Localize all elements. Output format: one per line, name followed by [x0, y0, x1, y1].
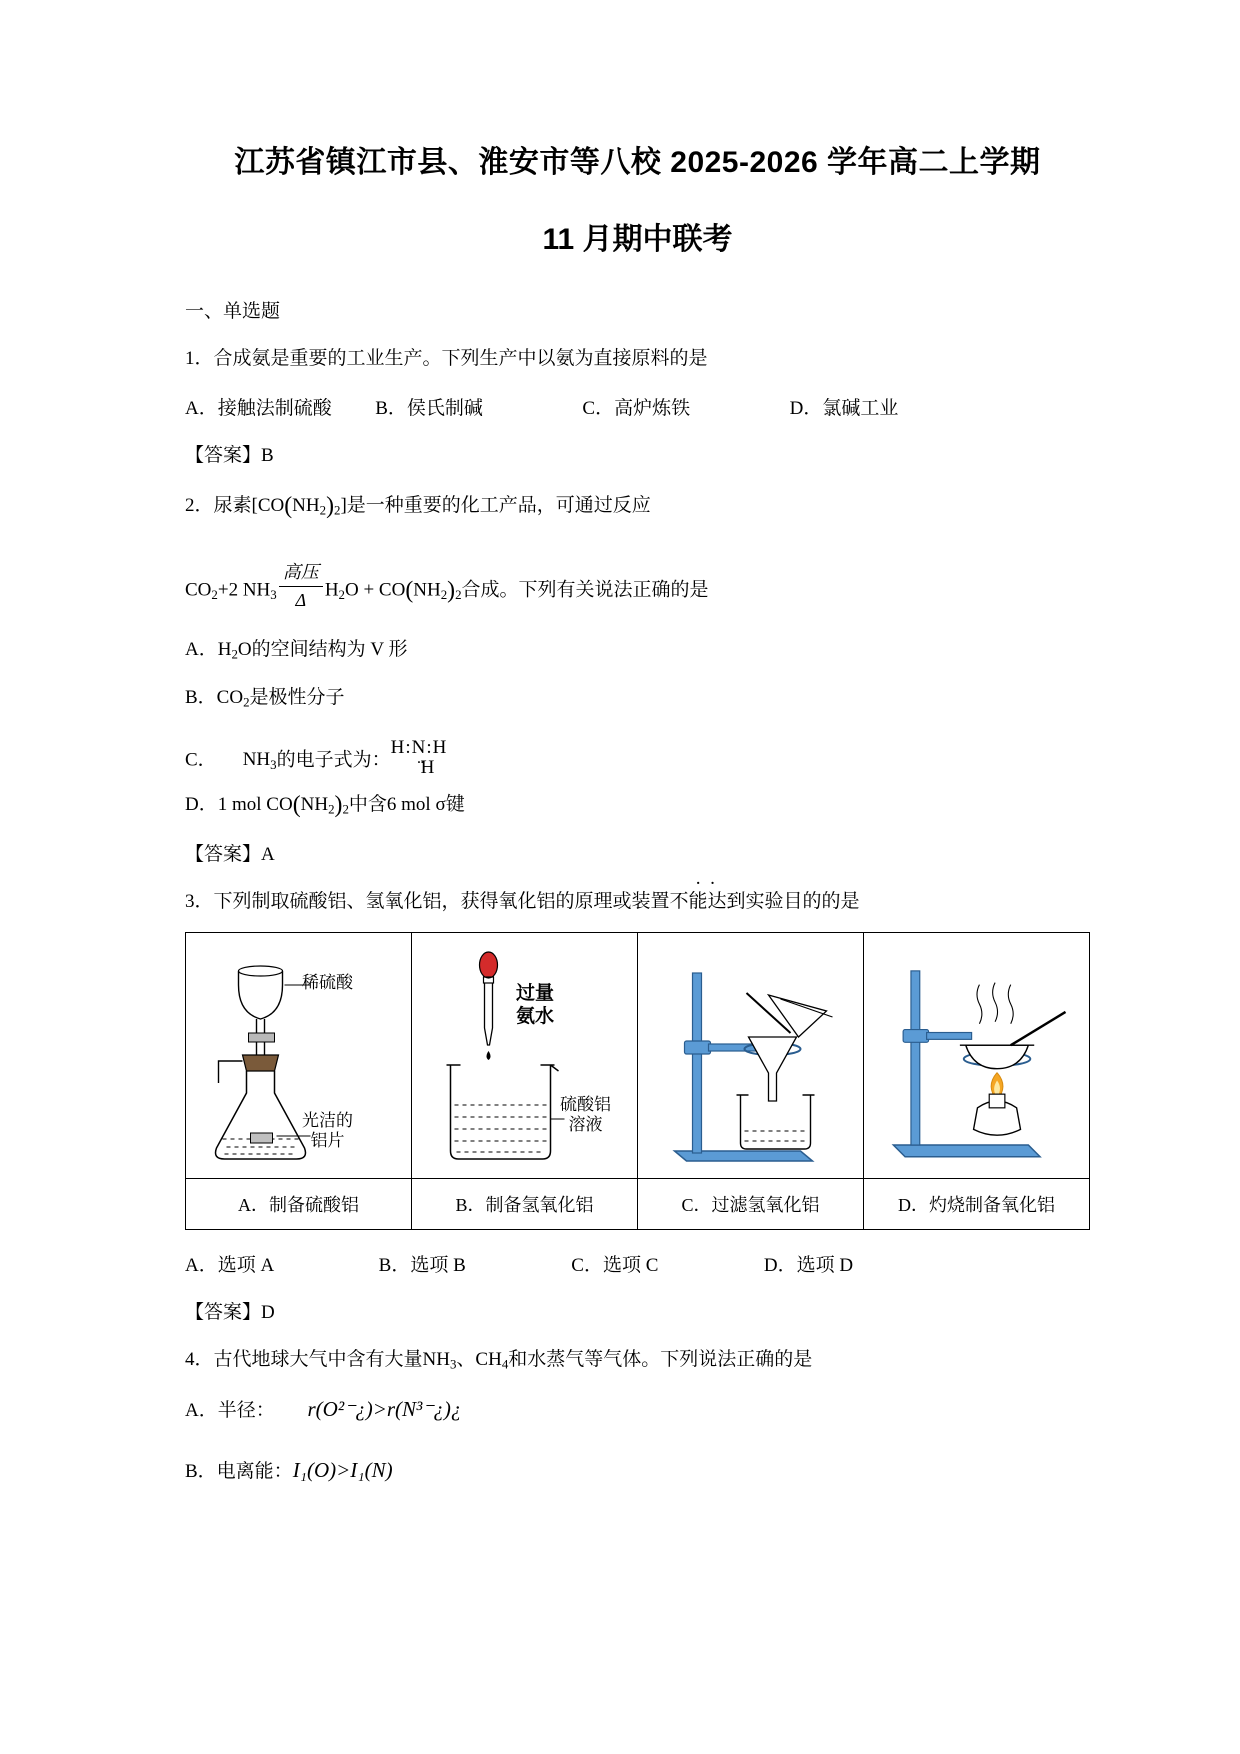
figure-cell-d: [864, 933, 1090, 1179]
label-dilute-sulfuric-acid: 稀硫酸: [302, 973, 353, 993]
caption-b: B．制备氢氧化铝: [412, 1179, 638, 1230]
q2-eq-tail: 合成。下列有关说法正确的是: [461, 579, 709, 601]
q2-eq-o-co: O + CO: [345, 579, 406, 601]
question-1-answer: 【答案】B: [185, 445, 274, 466]
q2-eq-nh: NH: [413, 579, 441, 601]
page-title: 江苏省镇江市县、淮安市等八校 2025-2026 学年高二上学期: [234, 146, 1041, 179]
q4-option-a: [185, 1395, 1090, 1422]
q3-option-b: B．选项 B: [378, 1255, 466, 1277]
q2-option-a-tail: O的空间结构为 V 形: [237, 638, 408, 660]
experiment-options-table: [185, 932, 1090, 1230]
q4-stem-pre: 4．古代地球大气中含有大量NH: [185, 1349, 450, 1371]
condition-heat: Δ: [295, 589, 307, 610]
q4-stem-mid2: 和水蒸气等气体。下列说法正确的是: [508, 1349, 813, 1371]
q4-option-a-pre: A．半径：: [185, 1399, 275, 1421]
caption-d: D．灼烧制备氧化铝: [864, 1179, 1090, 1230]
table-row-captions: [186, 1179, 1090, 1230]
fig-a: [186, 933, 411, 1178]
q1-option-c: C．高炉炼铁: [582, 398, 691, 419]
edot-top-row: H:N:H: [390, 736, 448, 758]
figure-cell-c: [638, 933, 864, 1179]
q2-stem-post: ]是一种重要的化工产品，可通过反应: [340, 495, 651, 517]
apparatus-c-svg: [638, 933, 863, 1178]
question-2-equation: $CO_2+2$ $NH_3$ $\frac{\text{高压}}{\Delta}$ $H_2O + CO(NH_2)_2$合成。下列有关说法正确的是: [185, 559, 1090, 614]
fig-c: [638, 933, 863, 1178]
q2-option-c-tail: 的电子式为：: [276, 749, 391, 771]
figure-cell-b: [412, 933, 638, 1179]
q2-option-b: B．$CO_2$是极性分子: [185, 687, 345, 710]
q4-option-b-formula: I₁(O)>I₁(N): [292, 1457, 393, 1482]
q2-option-d: D．1 mol $CO(NH_2)_2$中含6 mol σ键: [185, 791, 465, 818]
apparatus-d-svg: [864, 933, 1089, 1178]
reaction-condition: [279, 559, 323, 614]
condition-high-pressure: 高压: [279, 559, 323, 587]
question-3-stem: [185, 872, 1090, 917]
q2-option-d-mid: NH: [300, 793, 329, 815]
question-2-answer: 【答案】A: [185, 843, 275, 865]
q4-option-a-formula: r(O²⁻¿)>r(N³⁻¿)¿: [307, 1396, 462, 1421]
q2-option-d-pre: D．1 mol CO: [185, 793, 293, 815]
q1-option-d: D．氯碱工业: [789, 398, 899, 419]
q2-option-b-tail: 是极性分子: [249, 687, 345, 709]
question-1-stem: 1．合成氨是重要的工业生产。下列生产中以氨为直接原料的是: [185, 347, 708, 369]
q4-stem-mid1: 、CH: [456, 1349, 502, 1371]
q2-stem-pre: 2．尿素[CO: [185, 495, 285, 517]
q2-eq-co: CO: [185, 579, 212, 601]
figure-cell-a: [186, 933, 412, 1179]
q2-option-b-pre: B．CO: [185, 687, 244, 709]
caption-a: A．制备硫酸铝: [186, 1179, 412, 1230]
page-title-line2: 11 月期中联考: [542, 222, 733, 256]
q2-option-c: C． $NH_3$的电子式为： H:N:H H: [185, 737, 1090, 785]
q3-option-d: D．选项 D: [763, 1255, 854, 1277]
caption-c: C．过滤氢氧化铝: [638, 1179, 864, 1230]
q3-option-c: C．选项 C: [571, 1255, 659, 1277]
q1-option-a: A．接触法制硫酸: [185, 398, 332, 419]
q2-option-d-tail: 中含6 mol σ键: [348, 793, 465, 815]
q4-option-b-pre: B．电离能：: [185, 1460, 293, 1482]
apparatus-b-svg: [412, 933, 637, 1178]
q2-option-c-pre: C．: [185, 749, 217, 771]
q3-stem-text: 3．下列制取硫酸铝、氢氧化铝，获得氧化铝的原理或装置不能达到实验目的的是: [185, 890, 860, 912]
question-4-stem: 4．古代地球大气中含有大量$NH_3$、$CH_4$和水蒸气等气体。下列说法正确的是: [185, 1349, 813, 1372]
q2-option-c-nh: NH: [242, 749, 271, 771]
question-3-answer: 【答案】D: [185, 1302, 275, 1324]
q2-eq-plus: +2 NH: [217, 579, 271, 601]
edot-bottom-row: H: [420, 756, 435, 778]
label-excess-ammonia: 过量 氨水: [516, 983, 555, 1027]
q4-option-b: [185, 1456, 1090, 1483]
fig-b: [412, 933, 637, 1178]
q2-option-a-pre: A．H: [185, 638, 232, 660]
q3-option-a: A．选项 A: [185, 1255, 274, 1277]
nh3-electron-dot-formula: [391, 737, 501, 785]
fig-d: [864, 933, 1089, 1178]
emphasis-dots: ··: [695, 872, 724, 894]
question-2-stem: 2．尿素$[CO(NH_2)_2]$是一种重要的化工产品，可通过反应: [185, 493, 651, 519]
label-aluminum-sulfate-solution: 硫酸铝 溶液: [560, 1095, 611, 1135]
question-1-options: [185, 393, 1090, 420]
table-row-figures: [186, 933, 1090, 1179]
q2-stem-mid: NH: [292, 495, 320, 517]
q1-option-b: B．侯氏制碱: [375, 398, 483, 419]
q2-option-a: A．$H_2O$的空间结构为 V 形: [185, 638, 408, 662]
question-3-options: [185, 1250, 1090, 1277]
section-heading: 一、单选题: [185, 300, 281, 322]
q2-eq-h: H: [324, 579, 339, 601]
apparatus-a-svg: [186, 933, 411, 1178]
label-aluminum-sheet: 光洁的 铝片: [302, 1111, 353, 1151]
